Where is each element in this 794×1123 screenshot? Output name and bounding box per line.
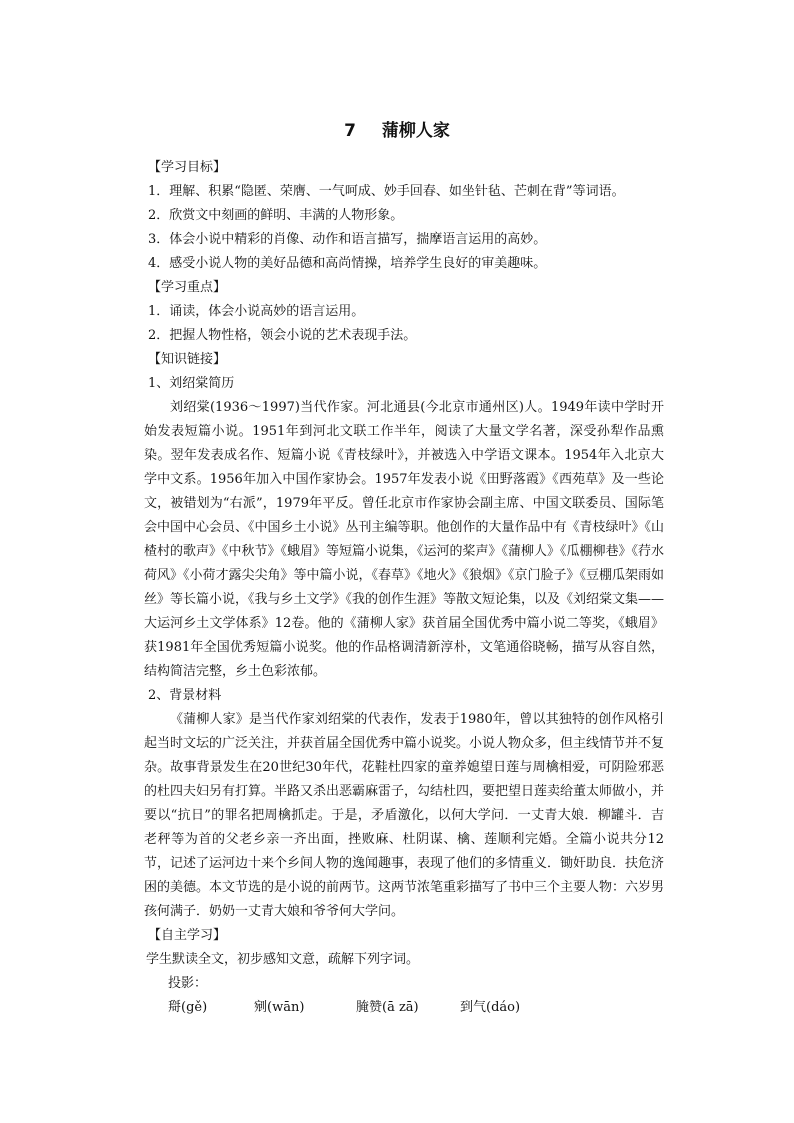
background-paragraph: 《蒲柳人家》是当代作家刘绍棠的代表作，发表于1980年，曾以其独特的创作风格引起当时文坛的广泛关注，并获首届全国优秀中篇小说奖。小说人物众多，但主线情节并不复杂。故事背景发生在20世纪30年代，花鞋杜四家的童养媳望日莲与周檎相爱，可阴险邪恶的杜四夫妇另有打算。半路又杀出恶霸麻雷子，勾结杜四，要把望日莲卖给董太师做小，并要以“抗日”的罪名把周檎抓走。于是，矛盾激化，以何大学问．一丈青大娘．柳罐斗．吉老秤等为首的父老乡亲一齐出面，挫败麻、杜阴谋、檎、莲顺利完婚。全篇小说共分12节，记述了运河边十来个乡间人物的逸闻趣事，表现了他们的多情重义．锄奸助良．扶危济困的美德。本文节选的是小说的前两节。这两节浓笔重彩描写了书中三个主要人物：六岁男孩何满子．奶奶一丈青大娘和爷爷何大学问。 xyxy=(144,712,665,919)
document-body xyxy=(144,156,664,1020)
biography-paragraph: 刘绍棠(1936～1997)当代作家。河北通县(今北京市通州区)人。1949年读中学时开始发表短篇小说。1951年到河北文联工作半年，阅读了大量文学名著，深受孙犁作品熏染。翌年发表成名作、短篇小说《青枝绿叶》，并被选入中学语文课本。1954年入北京大学中文系。1956年加入中国作家协会。1957年发表小说《田野落霞》《西苑草》及一些论文，被错划为“右派”，1979年平反。曾任北京市作家协会副主席、中国文联委员、国际笔会中国中心会员、《中国乡土小说》丛刊主编等职。他创作的大量作品中有《青枝绿叶》《山楂村的歌声》《中秋节》《蛾眉》等短篇小说集，《运河的桨声》《蒲柳人》《瓜棚柳巷》《荇水荷风》《小荷才露尖尖角》等中篇小说，《春草》《地火》《狼烟》《京门脸子》《豆棚瓜架雨如丝》等长篇小说，《我与乡土文学》《我的创作生涯》等散文短论集，以及《刘绍棠文集——大运河乡土文学体系》12卷。他的《蒲柳人家》获首届全国优秀中篇小说二等奖，《蛾眉》获1981年全国优秀短篇小说奖。他的作品格调清新淳朴，文笔通俗晓畅，描写从容自然，结构简洁完整，乡土色彩浓郁。 xyxy=(144,400,665,679)
vocab-word: 搿(gě) xyxy=(168,1000,208,1015)
vocab-word: 到气(dáo) xyxy=(460,1000,521,1015)
key-points-heading: 【学习重点】 xyxy=(148,280,227,295)
projection-label: 投影： xyxy=(168,976,208,991)
self-study-heading: 【自主学习】 xyxy=(148,928,227,943)
objective-item-4: 4．感受小说人物的美好品德和高尚情操，培养学生良好的审美趣味。 xyxy=(148,256,547,271)
vocab-word: 腌赞(ā zā) xyxy=(356,1000,419,1015)
vocabulary-list xyxy=(144,996,664,1020)
lesson-number: 7 xyxy=(344,121,356,141)
objective-item-1: 1．理解、积累“隐匿、荣膺、一气呵成、妙手回春、如坐针毡、芒刺在背”等词语。 xyxy=(148,184,625,199)
self-study-instruction: 学生默读全文，初步感知文意，疏解下列字词。 xyxy=(146,952,420,967)
lesson-title: 蒲柳人家 xyxy=(381,121,450,141)
key-point-item-1: 1．诵读，体会小说高妙的语言运用。 xyxy=(148,304,365,319)
key-point-item-2: 2．把握人物性格，领会小说的艺术表现手法。 xyxy=(148,328,417,343)
objective-item-2: 2．欣赏文中刻画的鲜明、丰满的人物形象。 xyxy=(148,208,404,223)
vocab-word: 剜(wān) xyxy=(254,1000,305,1015)
knowledge-heading: 【知识链接】 xyxy=(148,352,227,367)
objective-item-3: 3．体会小说中精彩的肖像、动作和语言描写，揣摩语言运用的高妙。 xyxy=(148,232,547,247)
page-title xyxy=(0,116,794,141)
section-2-title: 2、背景材料 xyxy=(148,688,222,703)
objectives-heading: 【学习目标】 xyxy=(148,160,227,175)
section-1-title: 1、刘绍棠简历 xyxy=(148,376,235,391)
